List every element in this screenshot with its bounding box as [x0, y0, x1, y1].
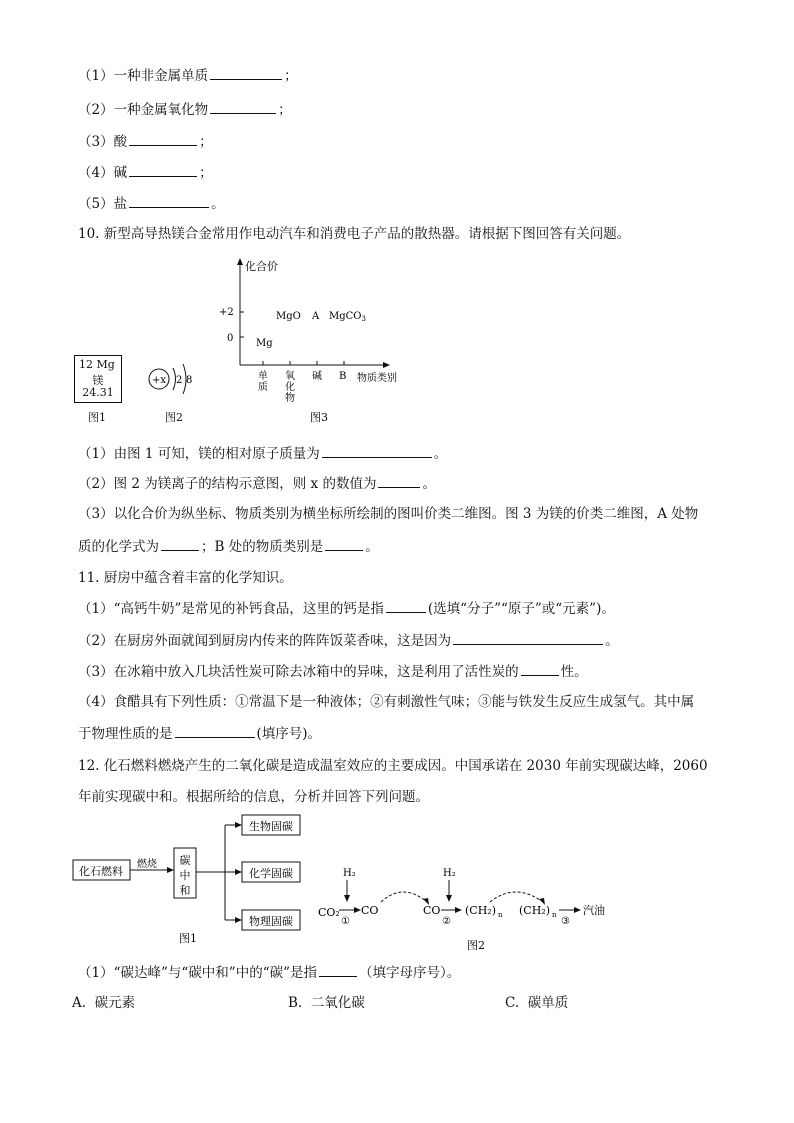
answer-blank[interactable]: [378, 473, 420, 488]
q9-item-5: [78, 193, 225, 214]
h2-label-2: H₂: [443, 868, 456, 879]
q9-item-5-end: 。: [211, 196, 225, 212]
option-a[interactable]: [72, 993, 135, 1013]
q9-item-4-num: （4）: [78, 165, 114, 181]
answer-blank[interactable]: [319, 962, 357, 977]
q9-item-1-end: ；: [284, 68, 298, 84]
q11-sub4-line1: （4）食醋具有下列性质：①常温下是一种液体；②有刺激性气味；③能与铁发生反应生成氢气。其中属: [78, 694, 695, 710]
burn-label: 燃烧: [137, 859, 157, 870]
q11-sub1-text2: (选填“分子”“原子”或“元素”)。: [427, 601, 615, 617]
fossil-fuel-box: 化石燃料: [79, 865, 123, 878]
q12-fig1-caption: 图1: [179, 932, 197, 945]
q10-sub2: [78, 473, 436, 494]
point-mg: Mg: [256, 338, 273, 349]
q10-sub1-text: （1）由图 1 可知，镁的相对原子质量为: [78, 446, 320, 462]
answer-blank[interactable]: [210, 99, 276, 114]
step-2-label: ②: [442, 916, 451, 927]
center-char-3: 和: [179, 884, 191, 897]
answer-blank[interactable]: [325, 536, 363, 551]
option-c-label: C.: [505, 995, 520, 1011]
carbon-neutral-diagram: [70, 812, 310, 952]
gasoline-label: 汽油: [583, 904, 605, 917]
fig2-caption: 图2: [165, 411, 183, 424]
q11-sub3-text: （3）在冰箱中放入几块活性炭可除去冰箱中的异味，这是利用了活性炭的: [78, 664, 519, 680]
x-cat-2-char-1: 氧: [285, 371, 295, 382]
q11-stem: 11. 厨房中蕴含着丰富的化学知识。: [78, 570, 293, 586]
option-a-text: 碳元素: [94, 995, 136, 1011]
q9-item-4: [78, 162, 213, 183]
y-axis-label: 化合价: [245, 260, 278, 273]
option-b-label: B.: [288, 995, 303, 1011]
y-tick-plus2: +2: [219, 307, 234, 318]
q12-sub1-text2: （填字母序号）。: [359, 965, 461, 981]
x-cat-1-char-1: 单: [258, 371, 268, 382]
fig1-caption: 图1: [88, 411, 106, 424]
valence-class-diagram: [215, 255, 415, 425]
q10-sub3-line2: [78, 536, 379, 557]
answer-blank[interactable]: [322, 443, 432, 458]
center-char-1: 碳: [179, 854, 191, 867]
q9-item-2: [78, 99, 292, 120]
q10-stem: 10. 新型高导热镁合金常用作电动汽车和消费电子产品的散热器。请根据下图回答有关问题。: [78, 226, 631, 242]
q11-sub2-end: 。: [605, 633, 619, 649]
q10-sub3-text: 质的化学式为: [78, 539, 159, 555]
fig3-caption: 图3: [310, 411, 328, 424]
q12-stem-line2: 年前实现碳中和。根据所给的信息，分析并回答下列问题。: [78, 789, 429, 805]
q9-item-1: [78, 65, 298, 86]
point-mgo: MgO: [276, 311, 301, 322]
ch2n-label-1: (CH₂): [465, 904, 497, 917]
co-label-2: CO: [423, 904, 441, 917]
x-cat-2-char-3: 物: [285, 393, 295, 404]
q9-item-2-end: ；: [278, 102, 292, 118]
answer-blank[interactable]: [386, 598, 426, 613]
option-b[interactable]: [288, 993, 365, 1013]
q9-item-3-num: （3）: [78, 134, 114, 150]
q9-item-3-end: ；: [199, 134, 213, 150]
x-cat-4: B: [339, 371, 347, 382]
q12-sub1-text: （1）“碳达峰”与“碳中和”中的“碳”是指: [78, 965, 317, 981]
q9-item-1-num: （1）: [78, 68, 114, 84]
q10-sub2-end: 。: [422, 476, 436, 492]
shell-1-count: 2: [176, 375, 183, 386]
answer-blank[interactable]: [129, 193, 209, 208]
q9-item-5-text: 盐: [113, 196, 128, 212]
bio-carbon-box: 生物固碳: [249, 820, 293, 833]
element-name: 镁: [92, 374, 104, 387]
q11-sub4-line2: [78, 723, 321, 744]
q11-sub4-text2: (填序号)。: [256, 726, 322, 742]
atomic-mass: 24.31: [82, 386, 114, 399]
shell-2-count: 8: [186, 375, 193, 386]
q10-sub3-end: 。: [365, 539, 379, 555]
option-c[interactable]: [505, 993, 568, 1013]
q11-sub1-text: （1）“高钙牛奶”是常见的补钙食品，这里的钙是指: [78, 601, 384, 617]
element-symbol: Mg: [96, 358, 115, 371]
q10-sub1-end: 。: [433, 446, 448, 462]
q12-fig2-caption: 图2: [467, 939, 485, 952]
co2-to-gasoline-diagram: [315, 860, 615, 952]
q11-sub2-text: （2）在厨房外面就闻到厨房内传来的阵阵饭菜香味，这是因为: [78, 633, 452, 649]
q9-item-4-end: ；: [199, 165, 213, 181]
answer-blank[interactable]: [453, 630, 603, 645]
q9-item-3: [78, 131, 213, 152]
answer-blank[interactable]: [129, 131, 197, 146]
x-cat-1-char-2: 质: [258, 382, 268, 393]
co2-label: CO₂: [318, 906, 340, 919]
step-3-label: ③: [561, 916, 570, 927]
n-subscript-1: n: [498, 911, 503, 919]
element-card: [74, 355, 122, 403]
ion-structure-diagram: [142, 360, 202, 400]
nucleus-label: +x: [151, 375, 167, 386]
answer-blank[interactable]: [521, 661, 559, 676]
q9-item-1-text: 一种非金属单质: [113, 68, 209, 84]
q11-sub3-text2: 性。: [560, 664, 588, 680]
q11-sub1: [78, 598, 615, 619]
ch2n-label-2: (CH₂): [519, 904, 551, 917]
h2-label-1: H₂: [343, 868, 356, 879]
q11-sub4-text: 于物理性质的是: [78, 726, 173, 742]
y-tick-0: 0: [227, 333, 234, 344]
q11-sub2: [78, 630, 619, 651]
answer-blank[interactable]: [175, 723, 255, 738]
q10-sub2-text: （2）图 2 为镁离子的结构示意图，则 x 的数值为: [78, 476, 377, 492]
q9-item-2-text: 一种金属氧化物: [113, 102, 209, 118]
point-mgco3: MgCO$_3$: [329, 311, 366, 323]
q9-item-2-num: （2）: [78, 102, 114, 118]
chem-carbon-box: 化学固碳: [249, 867, 293, 880]
x-cat-2-char-2: 化: [285, 382, 295, 393]
q9-item-5-num: （5）: [78, 196, 114, 212]
phys-carbon-box: 物理固碳: [249, 915, 293, 928]
step-1-label: ①: [341, 916, 350, 927]
q10-sub3-line1: （3）以化合价为纵坐标、物质类别为横坐标所绘制的图叫价类二维图。图 3 为镁的价类二维图，A 处物: [78, 506, 699, 522]
q10-sub3-text2: ；B 处的物质类别是: [201, 539, 324, 555]
x-cat-3: 碱: [312, 371, 322, 382]
center-char-2: 中: [179, 869, 191, 882]
n-subscript-2: n: [552, 911, 557, 919]
point-a: A: [312, 311, 320, 322]
answer-blank[interactable]: [210, 65, 282, 80]
q10-sub1: [78, 443, 447, 464]
q12-sub1: [78, 962, 460, 983]
q9-item-4-text: 碱: [113, 165, 128, 181]
atomic-number: 12: [79, 358, 93, 371]
answer-blank[interactable]: [129, 162, 197, 177]
q11-sub3: [78, 661, 588, 682]
q9-item-3-text: 酸: [113, 134, 128, 150]
x-axis-label: 物质类别: [357, 373, 397, 384]
q12-stem-line1: 12. 化石燃料燃烧产生的二氧化碳是造成温室效应的主要成因。中国承诺在 2030 年前实现碳达峰，2060: [78, 758, 708, 774]
co-label-1: CO: [361, 904, 379, 917]
option-b-text: 二氧化碳: [310, 995, 365, 1011]
option-a-label: A.: [72, 995, 87, 1011]
answer-blank[interactable]: [161, 536, 199, 551]
option-c-text: 碳单质: [527, 995, 569, 1011]
